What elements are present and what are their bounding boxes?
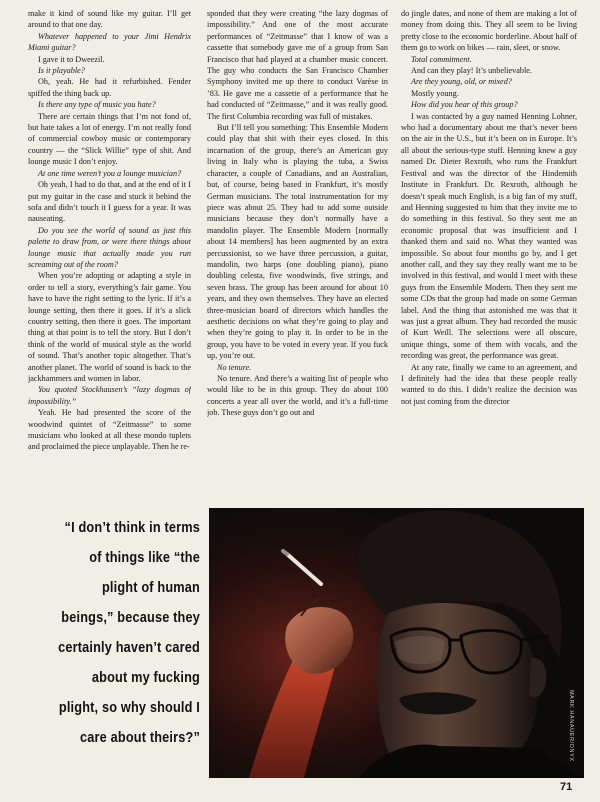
interview-question: Is there any type of music you hate?	[38, 100, 156, 110]
text-column-2	[207, 8, 388, 508]
interview-answer: But I’ll tell you something: This Ensemble Modern could play that shit with their eyes closed. In this incarnation of the group, there’s an American guy living in Italy who is playing the tuba, a Swiss character, a couple of Canadians, and an Australian, but, of course, being based in Frankfurt, it’s mostly German musicians. The total instrumentation for my piece was about 25. They had to add some outside musicians because they don’t normally have a mandolin player. The Ensemble Modern [normally about 14 members] has been augmented by an extra percussionist, so we have three percussion, a guitar, mandolin, two harps (one doubling piano), piano doubling celesta, five woodwinds, five strings, and seven brass. The group has been around for about 10 years, and they own themselves. They have an elected three-musician board of directors which handles the aesthetic decisions on what they’re going to play and when they’re going to play it. In order to be in the group, you have to be voted in every year. If you fuck up, you’re out.	[207, 123, 388, 361]
interview-question: Total commitment.	[411, 54, 472, 64]
interview-answer: Oh, yeah. He had it refurbished. Fender spiffed the thing back up.	[28, 77, 191, 98]
interview-question: No tenure.	[217, 362, 252, 372]
interview-question: Is it playable?	[38, 66, 85, 76]
interview-answer: When you’re adopting or adapting a style in order to tell a story, everything’s fair game. You have to have the right setting to the lyric. If it’s a lounge setting, then there it goes. If it’s a slick country setting, then there it goes. The important thing at that point is to tell the story. But I don’t think of the world of musical style as the world of sound. That’s another topic altogether. That’s another planet. The world of sound is back to the jackhammers and women in labor.	[28, 271, 191, 383]
text-column-3	[401, 8, 577, 514]
interview-answer: Mostly young.	[411, 88, 459, 98]
interview-question: You quoted Stockhausen’s “lazy dogmas of impossibility.”	[28, 385, 191, 406]
interview-question: Do you see the world of sound as just this palette to draw from, or were there things about lounge music that actually made you run screaming out of the room?	[28, 225, 191, 269]
interview-answer: At any rate, finally we came to an agreement, and I definitely had the idea that these people really wanted to do this. I didn’t realize the decision was not just coming from the director	[401, 362, 577, 406]
interview-answer: do jingle dates, and none of them are making a lot of money from doing this. They all seem to be living pretty close to the economic borderline. About half of them go to work on bikes — rain, sleet, or snow.	[401, 9, 577, 53]
interview-answer: Yeah. He had presented the score of the woodwind quintet of “Zeitmasse” to some musicians who looked at all these mondo tuplets and proclaimed the piece unplayable. Then he re-	[28, 408, 191, 452]
smoking-man-portrait-image	[209, 508, 584, 778]
interview-question: How did you hear of this group?	[411, 100, 518, 110]
interview-question: Whatever happened to your Jimi Hendrix Miami guitar?	[28, 31, 191, 53]
photo-credit: MARK HANAUER/ONYX	[568, 690, 574, 762]
interview-answer: And can they play! It’s unbelievable.	[411, 66, 532, 76]
interview-question: At one time weren’t you a lounge musician?	[38, 168, 182, 178]
pull-quote: “I don’t think in terms of things like “the plight of human beings,” because they certainly haven’t cared about my fucking plight, so why should I care about theirs?”	[58, 520, 200, 746]
interview-answer: make it kind of sound like my guitar. I’ll get around to that one day.	[28, 9, 191, 30]
interview-answer: There are certain things that I’m not fond of, but hate takes a lot of energy. I’m not really fond of commercial cowboy music or contemporary country — the “Slick Willie” type of shit. And lounge music I don’t enjoy.	[28, 111, 191, 167]
interview-answer: No tenure. And there’s a waiting list of people who would like to be in this group. They do about 100 concerts a year all over the world, and it’s a full-time job. These guys don’t go out and	[207, 374, 388, 418]
interview-answer: sponded that they were creating “the lazy dogmas of impossibility.” And one of the most accurate performances of “Zeitmasse” that I know of was a cassette that somebody gave me of a group from San Francisco that had played at a chamber music concert. The guy who conducts the San Francisco Chamber Symphony invited me up there to conduct Varèse in ’83. He gave me a cassette of a performance that he had conducted of “Zeitmasse,” and it was really good. The first Columbia recording was full of mistakes.	[207, 9, 388, 121]
interview-answer: I was contacted by a guy named Henning Lohner, who had a documentary about me that’s never been on the air in the U.S., but it’s been on in Europe. It’s all about the serious-type stuff. Henning knew a guy named Dr. Dieter Rexroth, who runs the Frankfurt Festival and was the director of the Hindemith Institute in Frankfurt. Dr. Rexroth, although he doesn’t speak much English, is a big fan of my stuff, and Henning suggested to him that they invite me to do something in this festival. So they sent me an economic proposal that was insufficient and I thanked them and said no. What they wanted was impossible. So about four months go by, and I get another call, and they say they really want me to be involved in this festival, and would I meet with these guys from the Ensemble Modern. Then they sent me some CDs that the group had made on some German label. And the thing that astonished me was that it was just a great album. They had recorded the music of Kurt Weill. The selections were all obscure, unique things, some of them with vocals, and the recording was great, the performance was great.	[401, 111, 577, 361]
page-number: 71	[560, 781, 573, 793]
interview-answer: Oh yeah, I had to do that, and at the end of it I put my guitar in the case and stuck it behind the sofa and didn’t touch it I guess for a year. It was nauseating.	[28, 180, 191, 224]
portrait-photo	[209, 508, 584, 778]
interview-question: Are they young, old, or mixed?	[411, 77, 512, 87]
interview-answer: I gave it to Dweezil.	[38, 54, 105, 64]
text-column-1	[28, 8, 191, 508]
